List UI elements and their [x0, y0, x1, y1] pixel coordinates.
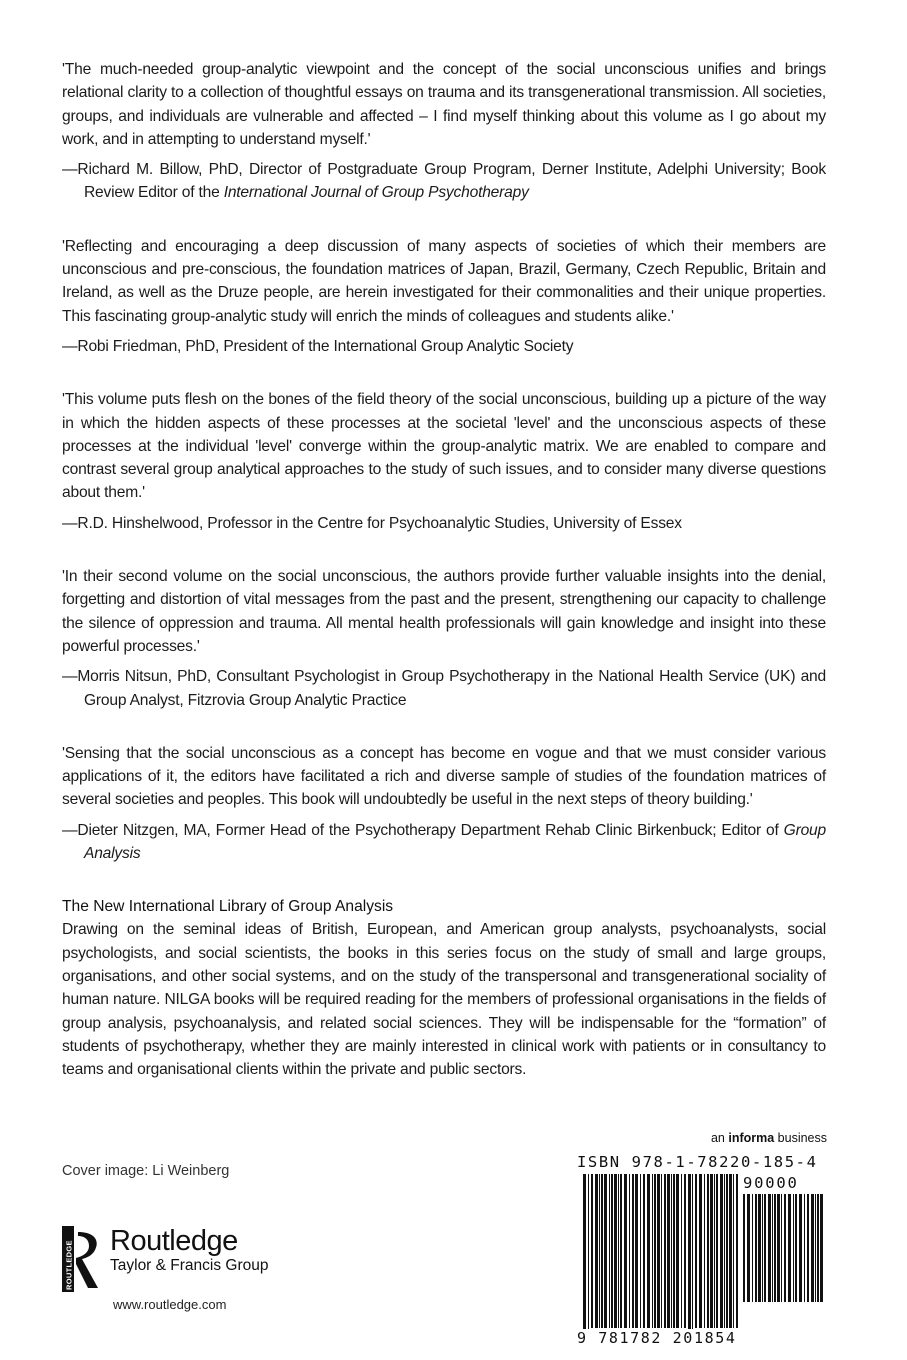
series-description: Drawing on the seminal ideas of British, European, and American group analysts, psychoanalysts, social psychologists, and social scientists, the books in this series focus on the study of small and large groups, organisations, and other social systems, and on the study of the transpersonal and transgenerational sociality of human nature. NILGA books will be required reading for the members of professional organisations in the fields of group analysis, psychoanalysis, and related social sciences. They will be indispensable for the “formation” of students of psychotherapy, whether they are mainly interested in clinical work with patients or in consultancy to teams and organisational clients within the private and public sectors.: [62, 921, 826, 1079]
endorsements: [62, 58, 826, 865]
barcode-bar: [799, 1194, 802, 1302]
barcode-bar: [601, 1174, 603, 1328]
barcode-bar: [681, 1174, 682, 1328]
attribution-italic: Group Analysis: [84, 821, 826, 863]
publisher-name: Routledge: [110, 1225, 238, 1257]
barcode-bar: [692, 1174, 693, 1338]
barcode-bar: [629, 1174, 630, 1328]
barcode-bar: [673, 1174, 675, 1328]
informa-suffix: business: [774, 1131, 827, 1145]
barcode-bar: [618, 1174, 619, 1328]
isbn-text: ISBN 978-1-78220-185-4: [577, 1153, 818, 1171]
barcode-bar: [640, 1174, 641, 1328]
barcode-bar: [620, 1174, 622, 1328]
addon-barcode: [743, 1194, 825, 1314]
endorsement: [62, 388, 826, 535]
barcode-bar: [764, 1194, 766, 1302]
barcode-bar: [820, 1194, 823, 1302]
barcode-bar: [632, 1174, 634, 1328]
publisher-website: www.routledge.com: [113, 1297, 227, 1312]
endorsement-text: 'In their second volume on the social unconscious, the authors provide further valuable insights into the denial, forgetting and distortion of vital messages from the past and the present, strengthening our capacity to challenge the silence of oppression and trauma. All mental health professionals will gain knowledge and insight into these powerful processes.': [62, 568, 826, 655]
barcode-bar: [583, 1174, 586, 1338]
barcode-bar: [599, 1174, 600, 1328]
barcode-bar: [667, 1174, 670, 1328]
barcode-bar: [815, 1194, 816, 1302]
attribution-text: —Richard M. Billow, PhD, Director of Postgraduate Group Program, Derner Institute, Adelphi University; Book Review Editor of the: [62, 161, 826, 202]
barcode-bar: [614, 1174, 617, 1328]
barcode-bar: [726, 1174, 728, 1328]
endorsement-attribution: [62, 819, 826, 866]
barcode-bar: [772, 1194, 773, 1302]
barcode-bar: [647, 1174, 650, 1328]
barcode-bar: [774, 1194, 776, 1302]
endorsement-attribution: [62, 665, 826, 712]
barcode-bar: [795, 1194, 797, 1302]
attribution-italic: International Journal of Group Psychotherapy: [223, 184, 529, 202]
barcode-bar: [704, 1174, 705, 1328]
barcode-bar: [591, 1174, 593, 1328]
barcode-bar: [714, 1174, 715, 1328]
addon-digits: 90000: [743, 1174, 799, 1192]
barcode-bar: [611, 1174, 613, 1328]
barcode-bar: [720, 1174, 723, 1328]
cover-credit-block: [62, 1163, 229, 1179]
series-section: [62, 895, 826, 1081]
barcode-bar: [652, 1174, 653, 1328]
endorsement: [62, 58, 826, 205]
barcode-bar: [635, 1174, 638, 1328]
barcode-bar: [781, 1194, 782, 1302]
barcode-bar: [733, 1174, 734, 1328]
barcode-bar: [624, 1174, 627, 1328]
ean-digits: 9 781782 201854: [577, 1329, 737, 1347]
barcode-bar: [657, 1174, 660, 1328]
barcode-bar: [793, 1194, 794, 1302]
ean13-barcode: [583, 1174, 741, 1340]
attribution-text: —Robi Friedman, PhD, President of the International Group Analytic Society: [62, 337, 574, 355]
barcode-bar: [684, 1174, 686, 1328]
endorsement-attribution: [62, 158, 826, 205]
endorsement-text: 'Sensing that the social unconscious as a concept has become en vogue and that we must consider various applications of it, the editors have facilitated a rich and diverse sample of studies of the foundation matrices of several societies and peoples. This book will undoubtedly be useful in the next steps of theory building.': [62, 744, 826, 809]
barcode-bar: [752, 1194, 753, 1302]
barcode-bar: [654, 1174, 656, 1328]
barcode-bar: [588, 1174, 589, 1338]
barcode-bar: [811, 1194, 814, 1302]
barcode-bar: [747, 1194, 750, 1302]
series-title: The New International Library of Group Analysis: [62, 898, 394, 916]
publisher-wordmark: [110, 1226, 269, 1276]
endorsement-attribution: [62, 512, 826, 535]
endorsement: [62, 235, 826, 358]
barcode-bar: [707, 1174, 709, 1328]
barcode-bar: [724, 1174, 725, 1328]
routledge-logo-icon: [62, 1226, 104, 1296]
barcode-bar: [671, 1174, 672, 1328]
barcode-bar: [817, 1194, 819, 1302]
barcode-bar: [595, 1174, 598, 1328]
barcode-bar: [758, 1194, 761, 1302]
barcode-bar: [807, 1194, 809, 1302]
barcode-bar: [729, 1174, 732, 1328]
barcode-bar: [676, 1174, 679, 1328]
publisher-logo: [62, 1226, 269, 1296]
attribution-text: —Dieter Nitzgen, MA, Former Head of the Psychotherapy Department Rehab Clinic Birkenbuck; Editor of: [62, 821, 784, 839]
endorsement-text: 'Reflecting and encouraging a deep discussion of many aspects of societies of which their members are unconscious and pre-conscious, the foundation matrices of Japan, Brazil, Germany, Czech Republic, Britain and Ireland, as well as the Druze people, are herein investigated for their commonalities and their unique properties. This fascinating group-analytic study will enrich the minds of colleagues and students alike.': [62, 237, 826, 325]
attribution-text: —R.D. Hinshelwood, Professor in the Centre for Psychoanalytic Studies, University of Essex: [62, 514, 682, 532]
barcode-bar: [777, 1194, 780, 1302]
barcode-area: [577, 1174, 827, 1347]
barcode-bar: [664, 1174, 666, 1328]
logo-vertical-text: ROUTLEDGE: [64, 1240, 74, 1290]
endorsement-text: 'The much-needed group-analytic viewpoint and the concept of the social unconscious unifies and brings relational clarity to a collection of thoughtful essays on trauma and its transgenerational transmission. All societies, groups, and individuals are vulnerable and affected – I find myself thinking about this volume as I go about my work, and in attempting to understand myself.': [62, 61, 826, 148]
barcode-bar: [688, 1174, 691, 1338]
barcode-bar: [609, 1174, 610, 1328]
cover-credit: Cover image: Li Weinberg: [62, 1163, 230, 1179]
publisher-group: Taylor & Francis Group: [110, 1257, 269, 1274]
barcode-bar: [743, 1194, 745, 1302]
barcode-bar: [762, 1194, 763, 1302]
barcode-bar: [755, 1194, 757, 1302]
informa-tagline: [711, 1131, 827, 1145]
barcode-bar: [695, 1174, 697, 1328]
barcode-bar: [710, 1174, 713, 1328]
barcode-bar: [604, 1174, 607, 1328]
endorsement: [62, 565, 826, 712]
barcode-bar: [804, 1194, 805, 1302]
endorsement-attribution: [62, 335, 826, 358]
barcode-bar: [784, 1194, 786, 1302]
barcode-bar: [768, 1194, 771, 1302]
barcode-bar: [643, 1174, 645, 1328]
informa-prefix: an: [710, 1131, 729, 1145]
endorsement: [62, 742, 826, 865]
barcode-bar: [661, 1174, 662, 1328]
attribution-text: —Morris Nitsun, PhD, Consultant Psychologist in Group Psychotherapy in the National Health Service (UK) and Group Analyst, Fitzrovia Group Analytic Practice: [62, 668, 826, 709]
endorsement-text: 'This volume puts flesh on the bones of the field theory of the social unconscious, building up a picture of the way in which the hidden aspects of these processes at the societal 'level' and the unconscious aspects of these processes at the individual 'level' converge within the group-analytic matrix. We are enabled to compare and contrast several group analytical approaches to the study of such issues, and to consider many diverse questions about them.': [62, 391, 826, 502]
informa-brand: informa: [728, 1131, 775, 1145]
page-content: [62, 58, 826, 1081]
barcode-bar: [716, 1174, 718, 1328]
barcode-bar: [736, 1174, 738, 1328]
barcode-bar: [788, 1194, 791, 1302]
barcode-bar: [699, 1174, 702, 1328]
isbn-barcode: [577, 1153, 829, 1347]
